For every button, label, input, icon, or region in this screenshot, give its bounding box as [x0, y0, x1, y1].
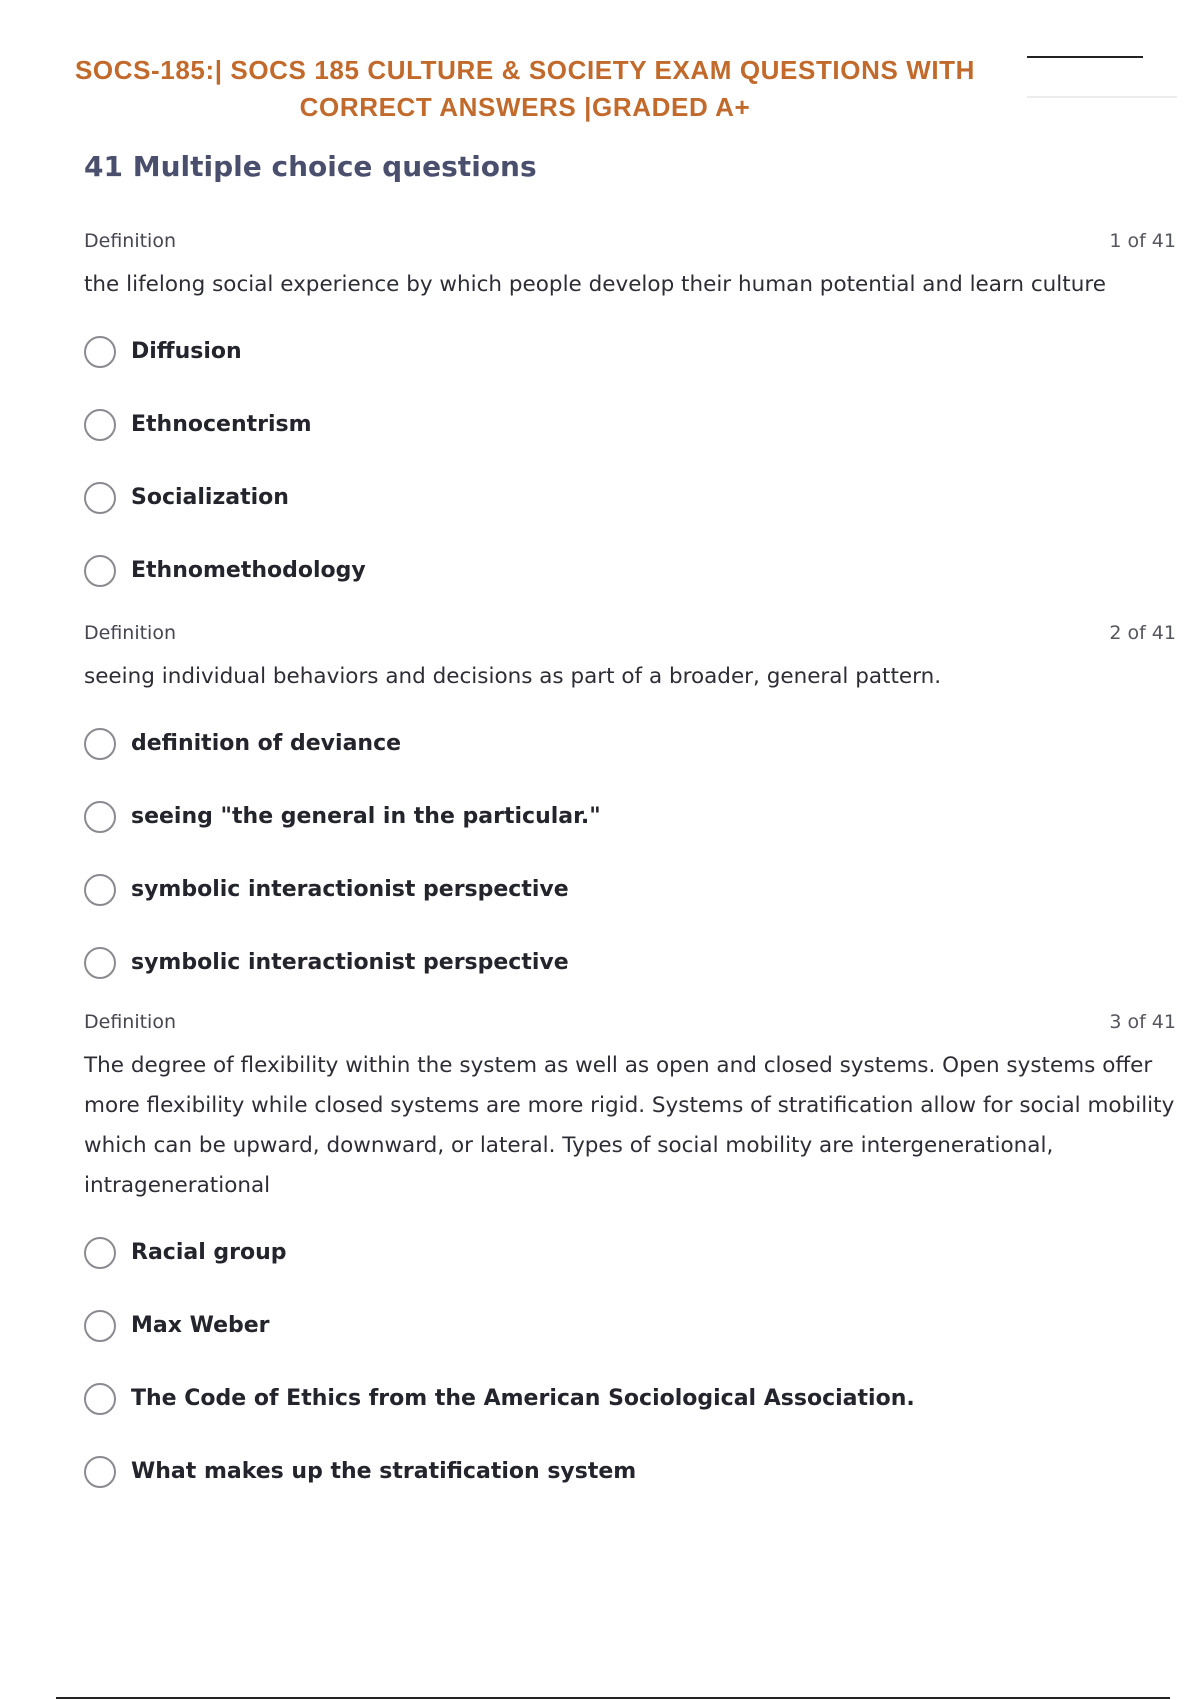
radio-button[interactable]: [84, 1456, 116, 1488]
radio-button[interactable]: [84, 336, 116, 368]
header-faint-divider: [1027, 96, 1177, 98]
answer-option[interactable]: [84, 707, 1176, 780]
question-header: [84, 1008, 1176, 1036]
answer-option-label: What makes up the stratification system: [131, 1459, 637, 1484]
question-card-3: [84, 1008, 1176, 1508]
question-type-label: Definition: [84, 622, 177, 644]
question-prompt: the lifelong social experience by which people develop their human potential and learn culture: [84, 272, 1106, 297]
answer-option-label: Ethnomethodology: [131, 558, 366, 583]
radio-button[interactable]: [84, 947, 116, 979]
answer-option-label: seeing "the general in the particular.": [131, 804, 601, 829]
radio-button[interactable]: [84, 409, 116, 441]
answer-option-label: Socialization: [131, 485, 289, 510]
question-counter: 2 of 41: [1109, 622, 1176, 644]
radio-button[interactable]: [84, 1383, 116, 1415]
question-prompt: The degree of flexibility within the system as well as open and closed systems. Open systems offer more flexibility while closed systems are more rigid. Systems of stratification allow for social mobility which can be upward, downward, or lateral. Types of social mobility are intergenerational, intragenerational: [84, 1053, 1175, 1198]
answer-option-label: symbolic interactionist perspective: [131, 950, 569, 975]
question-type-label: Definition: [84, 1011, 177, 1033]
answer-option[interactable]: [84, 461, 1176, 534]
answer-options: [84, 1216, 1176, 1508]
answer-option-label: The Code of Ethics from the American Sociological Association.: [131, 1386, 915, 1411]
radio-button[interactable]: [84, 1310, 116, 1342]
question-card-2: [84, 619, 1176, 999]
answer-option[interactable]: [84, 1216, 1176, 1289]
answer-options: [84, 707, 1176, 999]
page-title-line-1: SOCS-185:| SOCS 185 CULTURE & SOCIETY EXAM QUESTIONS WITH: [74, 55, 976, 85]
radio-button[interactable]: [84, 728, 116, 760]
radio-button[interactable]: [84, 801, 116, 833]
answer-option-label: Max Weber: [131, 1313, 270, 1338]
answer-option[interactable]: [84, 853, 1176, 926]
answer-option[interactable]: [84, 1435, 1176, 1508]
answer-option[interactable]: [84, 926, 1176, 999]
radio-button[interactable]: [84, 555, 116, 587]
answer-option[interactable]: [84, 780, 1176, 853]
answer-option-label: symbolic interactionist perspective: [131, 877, 569, 902]
question-card-1: [84, 227, 1176, 607]
question-set-heading: 41 Multiple choice questions: [84, 150, 537, 183]
page-title: [60, 52, 990, 126]
footer-divider: [56, 1697, 1170, 1699]
answer-option[interactable]: [84, 1289, 1176, 1362]
question-prompt: seeing individual behaviors and decisions as part of a broader, general pattern.: [84, 664, 942, 689]
answer-option-label: Diffusion: [131, 339, 242, 364]
answer-option[interactable]: [84, 534, 1176, 607]
radio-button[interactable]: [84, 1237, 116, 1269]
page-title-line-2: CORRECT ANSWERS |GRADED A+: [299, 92, 751, 122]
answer-option[interactable]: [84, 1362, 1176, 1435]
answer-option[interactable]: [84, 388, 1176, 461]
answer-option-label: Racial group: [131, 1240, 287, 1265]
answer-options: [84, 315, 1176, 607]
answer-option-label: definition of deviance: [131, 731, 402, 756]
radio-button[interactable]: [84, 874, 116, 906]
question-header: [84, 619, 1176, 647]
question-counter: 3 of 41: [1109, 1011, 1176, 1033]
answer-option[interactable]: [84, 315, 1176, 388]
header-divider: [1027, 56, 1143, 58]
answer-option-label: Ethnocentrism: [131, 412, 312, 437]
radio-button[interactable]: [84, 482, 116, 514]
question-counter: 1 of 41: [1109, 230, 1176, 252]
question-header: [84, 227, 1176, 255]
question-type-label: Definition: [84, 230, 177, 252]
